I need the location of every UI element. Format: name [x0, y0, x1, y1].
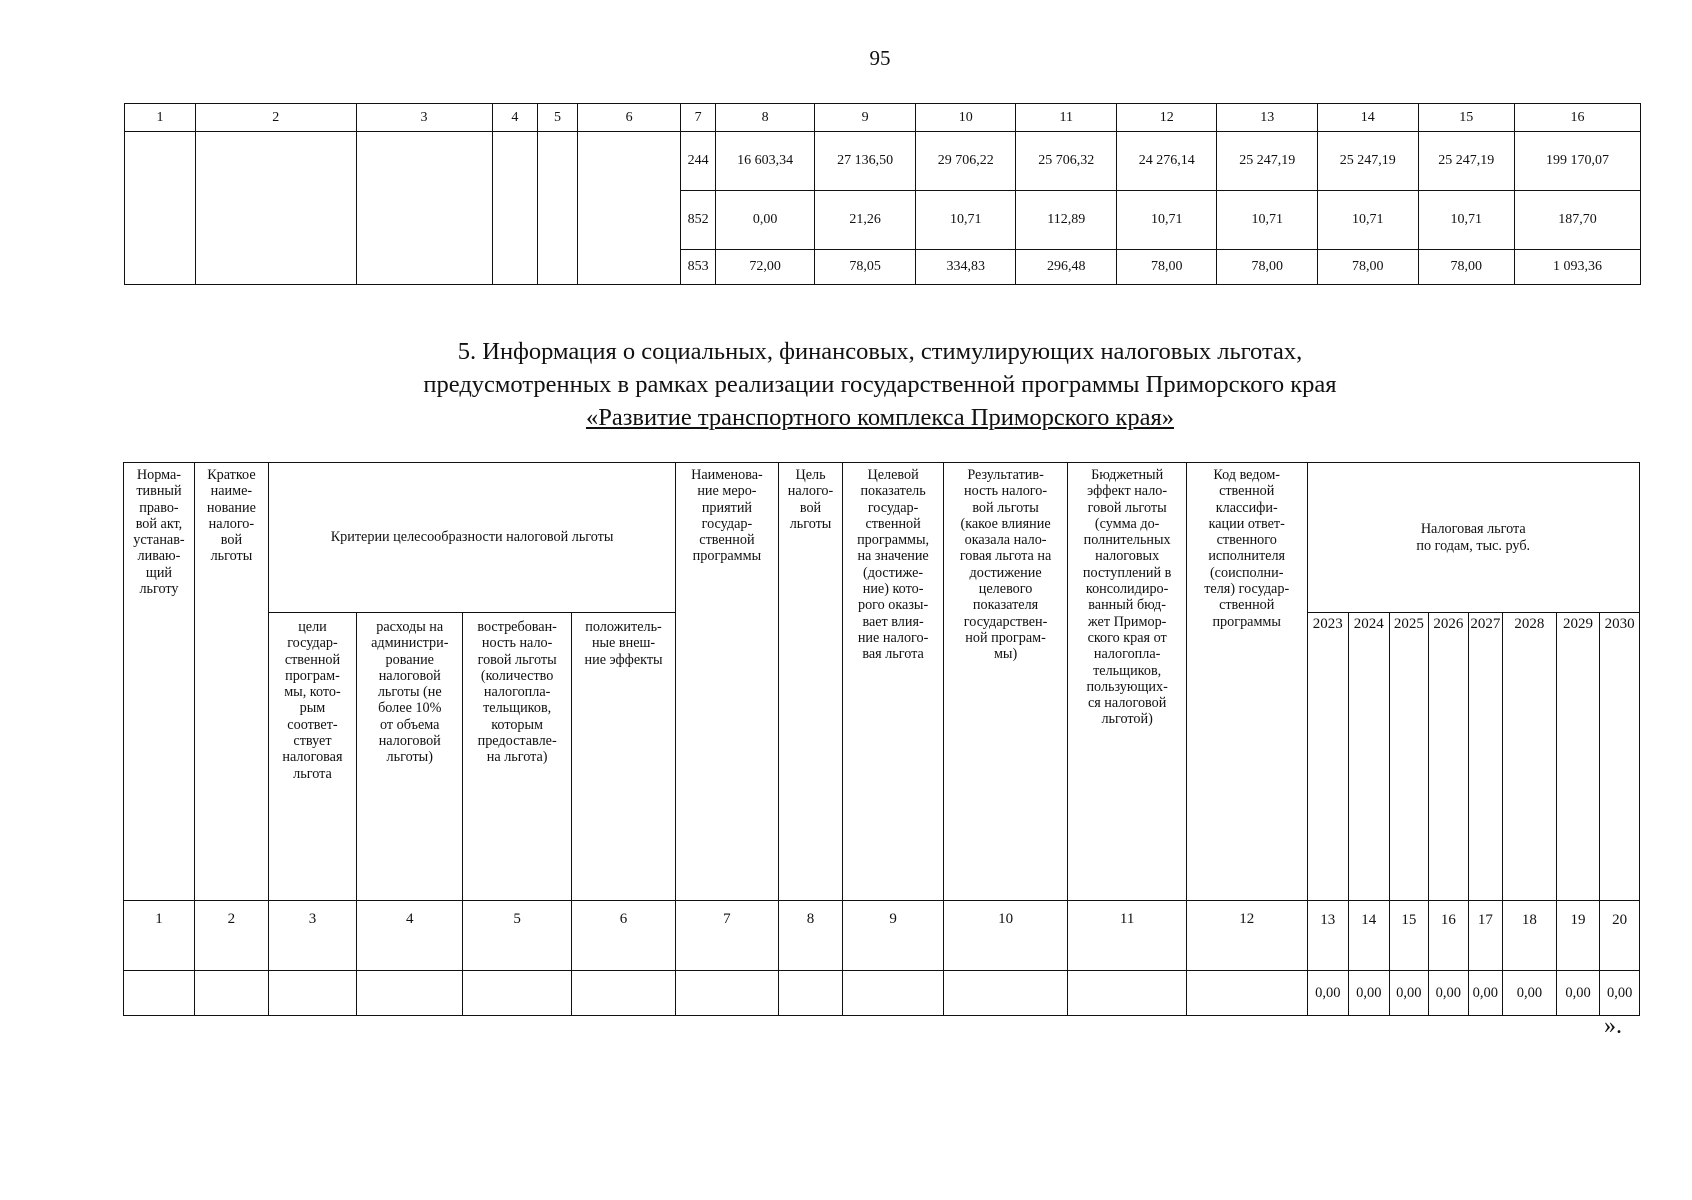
col-header-tax-benefit: Налоговая льгота по годам, тыс. руб.: [1307, 463, 1640, 613]
value-cell: 0,00: [1429, 971, 1469, 1016]
column-number: 13: [1307, 901, 1349, 971]
column-number: 16: [1429, 901, 1469, 971]
col-header-short-name: Краткое наиме- нование налого- вой льготы: [194, 463, 268, 901]
tax-benefits-table: [123, 462, 1640, 1016]
header-cell: 4: [492, 104, 538, 132]
value-cell: 334,83: [915, 250, 1016, 285]
col-header-admin-costs: расходы на администри- рование налоговой льготы (не более 10% от объема налоговой льготы): [357, 613, 463, 901]
page-number: 95: [869, 46, 891, 70]
value-cell: 0,00: [1349, 971, 1390, 1016]
column-number: 6: [571, 901, 675, 971]
year-header: 2023: [1307, 613, 1349, 901]
column-number: 2: [194, 901, 268, 971]
header-cell: 10: [915, 104, 1016, 132]
value-cell: 25 247,19: [1217, 132, 1318, 191]
empty-cell: [843, 971, 943, 1016]
header-cell: 12: [1116, 104, 1217, 132]
value-cell: 72,00: [715, 250, 815, 285]
program-name: «Развитие транспортного комплекса Приморского края»: [585, 404, 1175, 431]
value-cell: 27 136,50: [815, 132, 916, 191]
col-header-effectiveness: Результатив- ность налого- вой льготы (какое влияние оказала нало- говая льгота на достижение целевого показателя государствен- ной програм- мы): [943, 463, 1068, 901]
value-cell: 0,00: [1600, 971, 1640, 1016]
year-header: 2024: [1349, 613, 1390, 901]
value-cell: 10,71: [1318, 191, 1419, 250]
section-title-line-1: 5. Информация о социальных, финансовых, стимулирующих налоговых льготах,: [457, 338, 1303, 365]
column-number: 12: [1186, 901, 1307, 971]
year-header: 2025: [1389, 613, 1429, 901]
column-number: 7: [676, 901, 778, 971]
empty-cell: [538, 132, 578, 285]
empty-cell: [463, 971, 571, 1016]
value-cell: 0,00: [715, 191, 815, 250]
value-cell: 78,00: [1418, 250, 1514, 285]
header-cell: 5: [538, 104, 578, 132]
col-header-legal-act: Норма- тивный право- вой акт, устанав- ливаю- щий льготу: [124, 463, 195, 901]
column-number: 17: [1468, 901, 1502, 971]
value-cell: 0,00: [1307, 971, 1349, 1016]
header-cell: 8: [715, 104, 815, 132]
column-number: 18: [1503, 901, 1557, 971]
value-cell: 78,00: [1116, 250, 1217, 285]
expense-code: 852: [681, 191, 716, 250]
header-cell: 2: [196, 104, 356, 132]
column-number: 5: [463, 901, 571, 971]
value-cell: 0,00: [1556, 971, 1600, 1016]
empty-cell: [577, 132, 681, 285]
empty-cell: [196, 132, 356, 285]
col-header-department-code: Код ведом- ственной классифи- кации ответ- ственного исполнителя (соисполни- теля) государ- ственной программы: [1186, 463, 1307, 901]
header-cell: 13: [1217, 104, 1318, 132]
col-header-target-indicator: Целевой показатель государ- ственной программы, на значение (достиже- ние) кото- рого оказы- вает влия- ние налого- вая льгота: [843, 463, 943, 901]
empty-cell: [778, 971, 843, 1016]
year-header: 2030: [1600, 613, 1640, 901]
value-cell: 25 247,19: [1318, 132, 1419, 191]
value-cell: 25 247,19: [1418, 132, 1514, 191]
col-header-program-goals: цели государ- ственной програм- мы, кото- рым соответ- ствует налоговая льгота: [268, 613, 356, 901]
col-header-criteria: Критерии целесообразности налоговой льготы: [268, 463, 675, 613]
header-cell: 6: [577, 104, 681, 132]
header-cell: 9: [815, 104, 916, 132]
value-cell: 78,05: [815, 250, 916, 285]
col-header-demand: востребован- ность нало- говой льготы (количество налогопла- тельщиков, которым предоставле- на льгота): [463, 613, 571, 901]
header-cell: 3: [356, 104, 492, 132]
header-cell: 14: [1318, 104, 1419, 132]
value-cell: 29 706,22: [915, 132, 1016, 191]
expense-code: 853: [681, 250, 716, 285]
year-header: 2028: [1503, 613, 1557, 901]
header-cell: 11: [1016, 104, 1117, 132]
section-title-line-3: [0, 403, 1692, 433]
col-header-goal: Цель налого- вой льготы: [778, 463, 843, 901]
empty-cell: [492, 132, 538, 285]
column-number: 19: [1556, 901, 1600, 971]
year-header: 2026: [1429, 613, 1469, 901]
empty-cell: [124, 971, 195, 1016]
closing-quote: ».: [1604, 1013, 1622, 1039]
header-cell: 1: [125, 104, 196, 132]
empty-cell: [356, 132, 492, 285]
column-number: 3: [268, 901, 356, 971]
year-header: 2029: [1556, 613, 1600, 901]
column-number: 15: [1389, 901, 1429, 971]
column-number: 20: [1600, 901, 1640, 971]
value-cell: 10,71: [1116, 191, 1217, 250]
empty-cell: [125, 132, 196, 285]
value-cell: 296,48: [1016, 250, 1117, 285]
header-cell: 15: [1418, 104, 1514, 132]
value-cell: 24 276,14: [1116, 132, 1217, 191]
value-cell: 10,71: [1217, 191, 1318, 250]
expenditure-table: [124, 103, 1641, 285]
empty-cell: [943, 971, 1068, 1016]
table-row: [124, 971, 1640, 1016]
empty-cell: [1068, 971, 1187, 1016]
column-number: 14: [1349, 901, 1390, 971]
column-number: 1: [124, 901, 195, 971]
column-number: 10: [943, 901, 1068, 971]
value-cell: 0,00: [1503, 971, 1557, 1016]
value-cell: 78,00: [1217, 250, 1318, 285]
year-header: 2027: [1468, 613, 1502, 901]
value-cell: 0,00: [1468, 971, 1502, 1016]
column-number: 9: [843, 901, 943, 971]
column-number-row: [124, 901, 1640, 971]
col-header-budget-effect: Бюджетный эффект нало- говой льготы (сумма до- полнительных налоговых поступлений в консолидиро- ванный бюд- жет Примор- ского края от налогопла- тельщиков, пользующих- ся налоговой льготой): [1068, 463, 1187, 901]
expense-code: 244: [681, 132, 716, 191]
col-header-external-effects: положитель- ные внеш- ние эффекты: [571, 613, 675, 901]
column-number: 4: [357, 901, 463, 971]
empty-cell: [676, 971, 778, 1016]
empty-cell: [268, 971, 356, 1016]
total-cell: 1 093,36: [1514, 250, 1640, 285]
value-cell: 10,71: [915, 191, 1016, 250]
empty-cell: [357, 971, 463, 1016]
total-cell: 199 170,07: [1514, 132, 1640, 191]
value-cell: 0,00: [1389, 971, 1429, 1016]
value-cell: 16 603,34: [715, 132, 815, 191]
value-cell: 10,71: [1418, 191, 1514, 250]
value-cell: 25 706,32: [1016, 132, 1117, 191]
table-header-row: [125, 104, 1641, 132]
table-row: [125, 132, 1641, 191]
empty-cell: [194, 971, 268, 1016]
table-header-row: [124, 463, 1640, 613]
header-cell: 16: [1514, 104, 1640, 132]
col-header-activities: Наименова- ние меро- приятий государ- ственной программы: [676, 463, 778, 901]
value-cell: 78,00: [1318, 250, 1419, 285]
value-cell: 21,26: [815, 191, 916, 250]
header-cell: 7: [681, 104, 716, 132]
value-cell: 112,89: [1016, 191, 1117, 250]
column-number: 8: [778, 901, 843, 971]
total-cell: 187,70: [1514, 191, 1640, 250]
section-title-line-2: предусмотренных в рамках реализации государственной программы Приморского края: [423, 371, 1337, 398]
empty-cell: [571, 971, 675, 1016]
column-number: 11: [1068, 901, 1187, 971]
empty-cell: [1186, 971, 1307, 1016]
